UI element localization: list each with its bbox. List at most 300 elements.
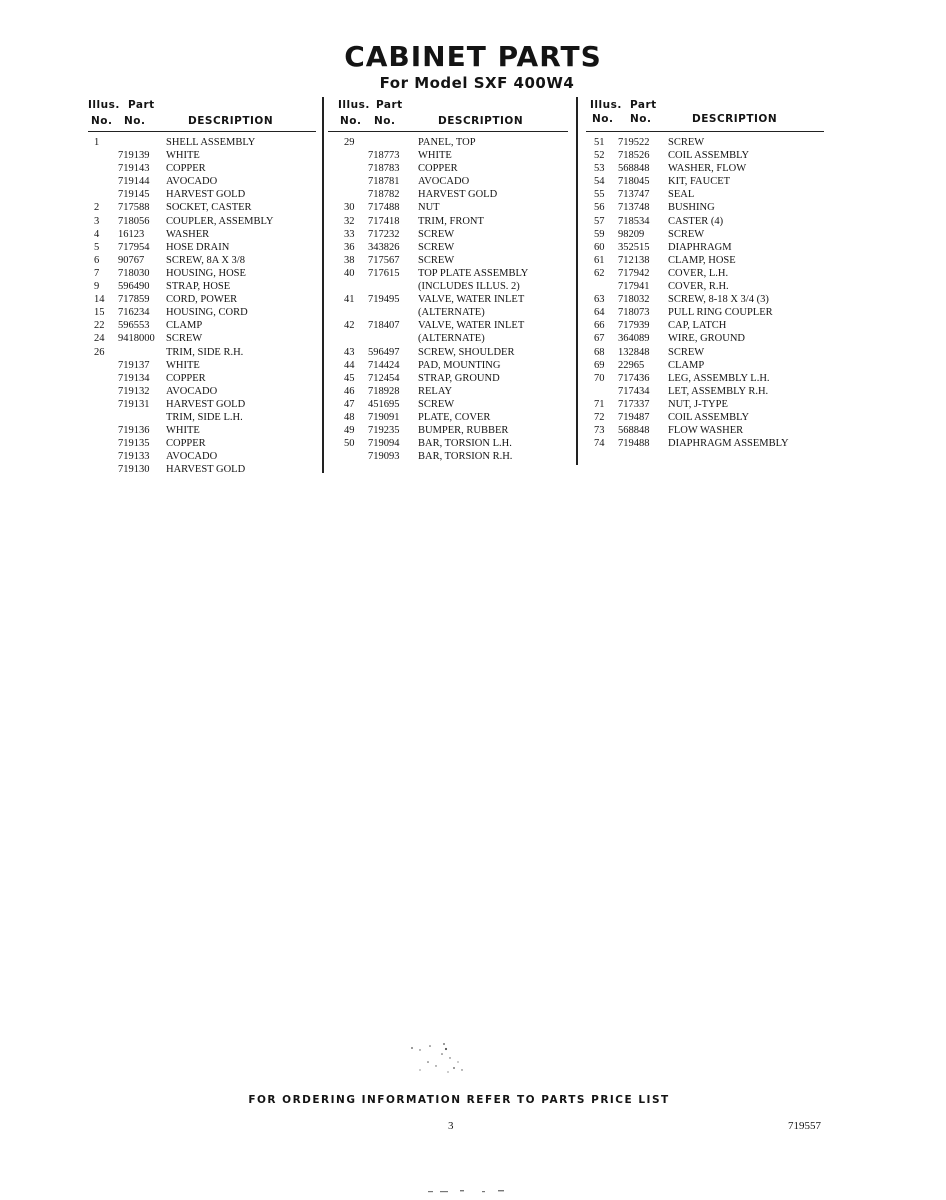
part-header-top: Part <box>128 99 155 111</box>
illus-number: 71 <box>594 398 605 410</box>
illus-number: 72 <box>594 411 605 423</box>
illus-number: 38 <box>344 254 355 266</box>
column-header <box>328 97 568 132</box>
part-number: 719131 <box>118 398 150 410</box>
parts-row <box>88 280 316 293</box>
illus-number: 14 <box>94 294 105 306</box>
part-description: AVOCADO <box>166 451 218 463</box>
part-number: 717488 <box>368 202 400 214</box>
page-number: 3 <box>448 1120 454 1132</box>
part-description: FLOW WASHER <box>668 425 744 437</box>
parts-row <box>586 424 824 437</box>
illus-number: 60 <box>594 241 605 253</box>
parts-row <box>586 241 824 254</box>
parts-row <box>328 280 568 293</box>
part-number: 717941 <box>618 281 650 293</box>
illus-number: 30 <box>344 202 355 214</box>
parts-row <box>328 228 568 241</box>
part-description: SCREW <box>668 228 705 240</box>
part-number: 716234 <box>118 307 150 319</box>
part-number: 718073 <box>618 307 650 319</box>
parts-row <box>328 162 568 175</box>
part-description: AVOCADO <box>418 176 470 188</box>
parts-row <box>586 372 824 385</box>
part-description: WASHER, FLOW <box>668 163 747 175</box>
part-description: BUSHING <box>668 202 715 214</box>
illus-number: 74 <box>594 438 605 450</box>
part-description: CASTER (4) <box>668 215 724 227</box>
illus-number: 44 <box>344 359 355 371</box>
part-description: BAR, TORSION R.H. <box>418 451 513 463</box>
part-description: (ALTERNATE) <box>418 307 485 319</box>
parts-row <box>328 136 568 149</box>
parts-row <box>586 411 824 424</box>
column-divider <box>576 97 578 465</box>
illus-header-top: Illus. <box>590 99 622 111</box>
part-number: 712454 <box>368 372 400 384</box>
part-number: 719137 <box>118 359 150 371</box>
part-description: NUT <box>418 202 440 214</box>
part-description: WHITE <box>166 359 200 371</box>
part-number: 718773 <box>368 150 400 162</box>
part-number: 719522 <box>618 137 650 148</box>
part-number: 16123 <box>118 228 145 240</box>
illus-number: 67 <box>594 333 605 345</box>
illus-number: 66 <box>594 320 605 332</box>
part-description: SCREW <box>418 241 455 253</box>
part-number: 718782 <box>368 189 400 201</box>
parts-row <box>88 398 316 411</box>
parts-row <box>586 162 824 175</box>
part-description: PANEL, TOP <box>418 137 476 148</box>
illus-number: 36 <box>344 241 355 253</box>
part-description: BAR, TORSION L.H. <box>418 438 512 450</box>
part-description: PLATE, COVER <box>418 411 491 423</box>
part-number: 596553 <box>118 320 150 332</box>
parts-row <box>88 241 316 254</box>
illus-number: 29 <box>344 137 355 148</box>
illus-number: 70 <box>594 372 605 384</box>
part-description: TRIM, SIDE L.H. <box>166 411 243 423</box>
part-number: 717567 <box>368 254 400 266</box>
parts-list <box>88 136 316 476</box>
illus-header-top: Illus. <box>338 99 370 111</box>
illus-number: 52 <box>594 150 605 162</box>
parts-row <box>88 188 316 201</box>
parts-row <box>586 228 824 241</box>
illus-number: 4 <box>94 228 100 240</box>
part-description: NUT, J-TYPE <box>668 398 728 410</box>
parts-row <box>586 398 824 411</box>
illus-number: 32 <box>344 215 355 227</box>
part-number: 718526 <box>618 150 650 162</box>
part-description: CAP, LATCH <box>668 320 727 332</box>
part-number: 717337 <box>618 398 650 410</box>
parts-row <box>88 463 316 476</box>
parts-row <box>328 411 568 424</box>
part-number: 718534 <box>618 215 650 227</box>
parts-row <box>328 385 568 398</box>
parts-row <box>586 188 824 201</box>
parts-row <box>88 175 316 188</box>
part-number: 718056 <box>118 215 150 227</box>
illus-number: 7 <box>94 267 100 279</box>
illus-number: 9 <box>94 281 100 293</box>
part-description: HOSE DRAIN <box>166 241 230 253</box>
part-number: 714424 <box>368 359 400 371</box>
parts-row <box>88 201 316 214</box>
part-description: COIL ASSEMBLY <box>668 150 750 162</box>
part-number: 717418 <box>368 215 400 227</box>
illus-number: 73 <box>594 425 605 437</box>
parts-row <box>586 437 824 450</box>
part-number: 596490 <box>118 281 150 293</box>
illus-number: 33 <box>344 228 355 240</box>
illus-number: 43 <box>344 346 355 358</box>
part-description: HOUSING, CORD <box>166 307 248 319</box>
illus-number: 47 <box>344 398 355 410</box>
ordering-note: FOR ORDERING INFORMATION REFER TO PARTS PRICE LIST <box>248 1094 670 1106</box>
description-header: DESCRIPTION <box>188 115 274 127</box>
parts-row <box>88 319 316 332</box>
illus-number: 62 <box>594 267 605 279</box>
parts-row <box>328 450 568 463</box>
parts-row <box>328 372 568 385</box>
parts-row <box>88 424 316 437</box>
part-number: 719487 <box>618 411 650 423</box>
parts-column-3 <box>586 97 824 450</box>
part-description: COVER, L.H. <box>668 267 729 279</box>
part-number: 718045 <box>618 176 650 188</box>
parts-row <box>328 293 568 306</box>
part-number: 719094 <box>368 438 400 450</box>
scan-speck-mark <box>400 1040 480 1080</box>
part-description: WHITE <box>166 425 200 437</box>
part-description: COPPER <box>166 372 206 384</box>
part-number: 719235 <box>368 425 400 437</box>
part-description: SOCKET, CASTER <box>166 202 252 214</box>
parts-row <box>328 398 568 411</box>
parts-row <box>328 332 568 345</box>
part-description: SHELL ASSEMBLY <box>166 137 256 148</box>
parts-row <box>586 136 824 149</box>
parts-row <box>328 424 568 437</box>
part-description: SEAL <box>668 189 695 201</box>
part-number: 718928 <box>368 385 400 397</box>
column-header <box>586 97 824 132</box>
part-description: SCREW, 8A X 3/8 <box>166 254 245 266</box>
illus-number: 49 <box>344 425 355 437</box>
illus-header-bottom: No. <box>340 115 362 127</box>
parts-row <box>88 385 316 398</box>
part-number: 719130 <box>118 464 150 476</box>
parts-row <box>586 201 824 214</box>
part-description: HARVEST GOLD <box>166 464 246 476</box>
part-number: 568848 <box>618 425 650 437</box>
part-description: SCREW <box>668 137 705 148</box>
part-description: AVOCADO <box>166 176 218 188</box>
model-subtitle: For Model SXF 400W4 <box>379 74 575 92</box>
parts-list <box>586 136 824 450</box>
part-number: 717232 <box>368 228 400 240</box>
illus-number: 53 <box>594 163 605 175</box>
part-number: 364089 <box>618 333 650 345</box>
part-description: SCREW <box>418 228 455 240</box>
parts-row <box>328 267 568 280</box>
part-description: HOUSING, HOSE <box>166 267 246 279</box>
parts-row <box>88 162 316 175</box>
parts-row <box>88 293 316 306</box>
part-number: 719133 <box>118 451 150 463</box>
parts-row <box>88 332 316 345</box>
illus-number: 5 <box>94 241 100 253</box>
part-description: COVER, R.H. <box>668 281 729 293</box>
part-description: PAD, MOUNTING <box>418 359 501 371</box>
illus-number: 57 <box>594 215 605 227</box>
part-number: 718407 <box>368 320 400 332</box>
part-description: PULL RING COUPLER <box>668 307 773 319</box>
part-number: 717939 <box>618 320 650 332</box>
part-number: 719135 <box>118 438 150 450</box>
part-description: VALVE, WATER INLET <box>418 320 525 332</box>
part-number: 719143 <box>118 163 150 175</box>
part-number: 712138 <box>618 254 650 266</box>
part-number: 717434 <box>618 385 650 397</box>
part-number: 719488 <box>618 438 650 450</box>
parts-row <box>586 319 824 332</box>
parts-row <box>586 306 824 319</box>
page-title: CABINET PARTS <box>344 40 602 73</box>
part-number: 719091 <box>368 411 400 423</box>
part-number: 719144 <box>118 176 150 188</box>
part-header-bottom: No. <box>630 113 652 125</box>
part-number: 9418000 <box>118 333 155 345</box>
illus-number: 26 <box>94 346 105 358</box>
part-number: 98209 <box>618 228 645 240</box>
illus-number: 63 <box>594 294 605 306</box>
illus-header-top: Illus. <box>88 99 120 111</box>
parts-row <box>88 372 316 385</box>
illus-number: 51 <box>594 137 605 148</box>
part-description: VALVE, WATER INLET <box>418 294 525 306</box>
illus-number: 50 <box>344 438 355 450</box>
part-description: AVOCADO <box>166 385 218 397</box>
parts-list <box>328 136 568 463</box>
parts-row <box>88 411 316 424</box>
part-number: 718032 <box>618 294 650 306</box>
illus-number: 1 <box>94 137 100 148</box>
part-description: CLAMP <box>166 320 203 332</box>
parts-row <box>88 254 316 267</box>
parts-column-1 <box>88 97 316 476</box>
description-header: DESCRIPTION <box>692 113 778 125</box>
part-description: SCREW <box>418 254 455 266</box>
illus-number: 2 <box>94 202 100 214</box>
illus-number: 69 <box>594 359 605 371</box>
parts-row <box>586 175 824 188</box>
part-description: COPPER <box>166 163 206 175</box>
part-number: 343826 <box>368 241 400 253</box>
illus-number: 54 <box>594 176 605 188</box>
part-number: 22965 <box>618 359 645 371</box>
part-number: 352515 <box>618 241 650 253</box>
part-header-top: Part <box>630 99 657 111</box>
part-number: 718030 <box>118 267 150 279</box>
part-description: STRAP, HOSE <box>166 281 231 293</box>
parts-row <box>88 306 316 319</box>
illus-number: 55 <box>594 189 605 201</box>
part-number: 719495 <box>368 294 400 306</box>
illus-number: 59 <box>594 228 605 240</box>
part-header-top: Part <box>376 99 403 111</box>
part-description: WASHER <box>166 228 210 240</box>
illus-header-bottom: No. <box>592 113 614 125</box>
parts-row <box>586 267 824 280</box>
parts-row <box>586 385 824 398</box>
parts-column-2 <box>328 97 568 463</box>
parts-row <box>328 254 568 267</box>
illus-number: 6 <box>94 254 100 266</box>
part-number: 90767 <box>118 254 145 266</box>
part-description: (ALTERNATE) <box>418 333 485 345</box>
part-number: 717588 <box>118 202 150 214</box>
scan-speck-bottom <box>420 1188 510 1196</box>
part-number: 713748 <box>618 202 650 214</box>
illus-header-bottom: No. <box>91 115 113 127</box>
parts-row <box>586 149 824 162</box>
part-number: 717954 <box>118 241 150 253</box>
illus-number: 22 <box>94 320 105 332</box>
parts-row <box>328 149 568 162</box>
parts-row <box>328 437 568 450</box>
part-description: CLAMP <box>668 359 705 371</box>
illus-number: 24 <box>94 333 105 345</box>
part-header-bottom: No. <box>374 115 396 127</box>
parts-row <box>328 188 568 201</box>
part-description: CLAMP, HOSE <box>668 254 736 266</box>
part-number: 717615 <box>368 267 400 279</box>
part-number: 596497 <box>368 346 400 358</box>
parts-row <box>586 215 824 228</box>
parts-row <box>328 346 568 359</box>
parts-row <box>586 359 824 372</box>
part-description: SCREW <box>418 398 455 410</box>
parts-row <box>88 450 316 463</box>
part-description: COIL ASSEMBLY <box>668 411 750 423</box>
description-header: DESCRIPTION <box>438 115 524 127</box>
part-description: WHITE <box>418 150 452 162</box>
part-description: WIRE, GROUND <box>668 333 745 345</box>
illus-number: 15 <box>94 307 105 319</box>
illus-number: 45 <box>344 372 355 384</box>
part-description: TRIM, FRONT <box>418 215 484 227</box>
illus-number: 46 <box>344 385 355 397</box>
part-description: KIT, FAUCET <box>668 176 731 188</box>
part-description: SCREW <box>166 333 203 345</box>
part-number: 132848 <box>618 346 650 358</box>
parts-row <box>586 346 824 359</box>
part-description: COPPER <box>418 163 458 175</box>
part-number: 451695 <box>368 398 400 410</box>
part-description: DIAPHRAGM <box>668 241 732 253</box>
part-description: (INCLUDES ILLUS. 2) <box>418 281 520 293</box>
part-number: 719134 <box>118 372 150 384</box>
part-description: HARVEST GOLD <box>166 189 246 201</box>
part-number: 717942 <box>618 267 650 279</box>
part-number: 719132 <box>118 385 150 397</box>
illus-number: 68 <box>594 346 605 358</box>
parts-row <box>88 437 316 450</box>
part-number: 717859 <box>118 294 150 306</box>
part-number: 718781 <box>368 176 400 188</box>
parts-row <box>586 280 824 293</box>
parts-row <box>328 306 568 319</box>
part-description: HARVEST GOLD <box>166 398 246 410</box>
part-description: DIAPHRAGM ASSEMBLY <box>668 438 789 450</box>
illus-number: 41 <box>344 294 355 306</box>
parts-row <box>88 359 316 372</box>
part-number: 719093 <box>368 451 400 463</box>
illus-number: 3 <box>94 215 100 227</box>
part-description: TOP PLATE ASSEMBLY <box>418 267 529 279</box>
illus-number: 48 <box>344 411 355 423</box>
illus-number: 64 <box>594 307 605 319</box>
parts-row <box>328 241 568 254</box>
part-description: CORD, POWER <box>166 294 238 306</box>
parts-row <box>328 215 568 228</box>
illus-number: 61 <box>594 254 605 266</box>
part-number: 717436 <box>618 372 650 384</box>
part-description: LEG, ASSEMBLY L.H. <box>668 372 770 384</box>
part-number: 719139 <box>118 150 150 162</box>
parts-row <box>328 319 568 332</box>
illus-number: 40 <box>344 267 355 279</box>
illus-number: 56 <box>594 202 605 214</box>
part-header-bottom: No. <box>124 115 146 127</box>
document-number: 719557 <box>788 1120 821 1132</box>
part-description: SCREW, SHOULDER <box>418 346 515 358</box>
parts-row <box>88 149 316 162</box>
illus-number: 42 <box>344 320 355 332</box>
part-description: HARVEST GOLD <box>418 189 498 201</box>
parts-row <box>88 346 316 359</box>
part-number: 568848 <box>618 163 650 175</box>
column-header <box>88 97 316 132</box>
parts-row <box>586 254 824 267</box>
parts-row <box>88 267 316 280</box>
part-description: RELAY <box>418 385 453 397</box>
part-description: WHITE <box>166 150 200 162</box>
part-description: SCREW, 8-18 X 3/4 (3) <box>668 294 769 306</box>
part-description: BUMPER, RUBBER <box>418 425 509 437</box>
part-number: 719145 <box>118 189 150 201</box>
part-number: 718783 <box>368 163 400 175</box>
column-divider <box>322 97 324 473</box>
part-number: 713747 <box>618 189 650 201</box>
parts-row <box>88 136 316 149</box>
parts-row <box>88 228 316 241</box>
parts-row <box>586 332 824 345</box>
part-description: TRIM, SIDE R.H. <box>166 346 244 358</box>
parts-row <box>328 175 568 188</box>
part-description: LET, ASSEMBLY R.H. <box>668 385 769 397</box>
part-description: COPPER <box>166 438 206 450</box>
part-description: STRAP, GROUND <box>418 372 500 384</box>
part-description: SCREW <box>668 346 705 358</box>
parts-row <box>328 359 568 372</box>
parts-row <box>586 293 824 306</box>
part-number: 719136 <box>118 425 150 437</box>
